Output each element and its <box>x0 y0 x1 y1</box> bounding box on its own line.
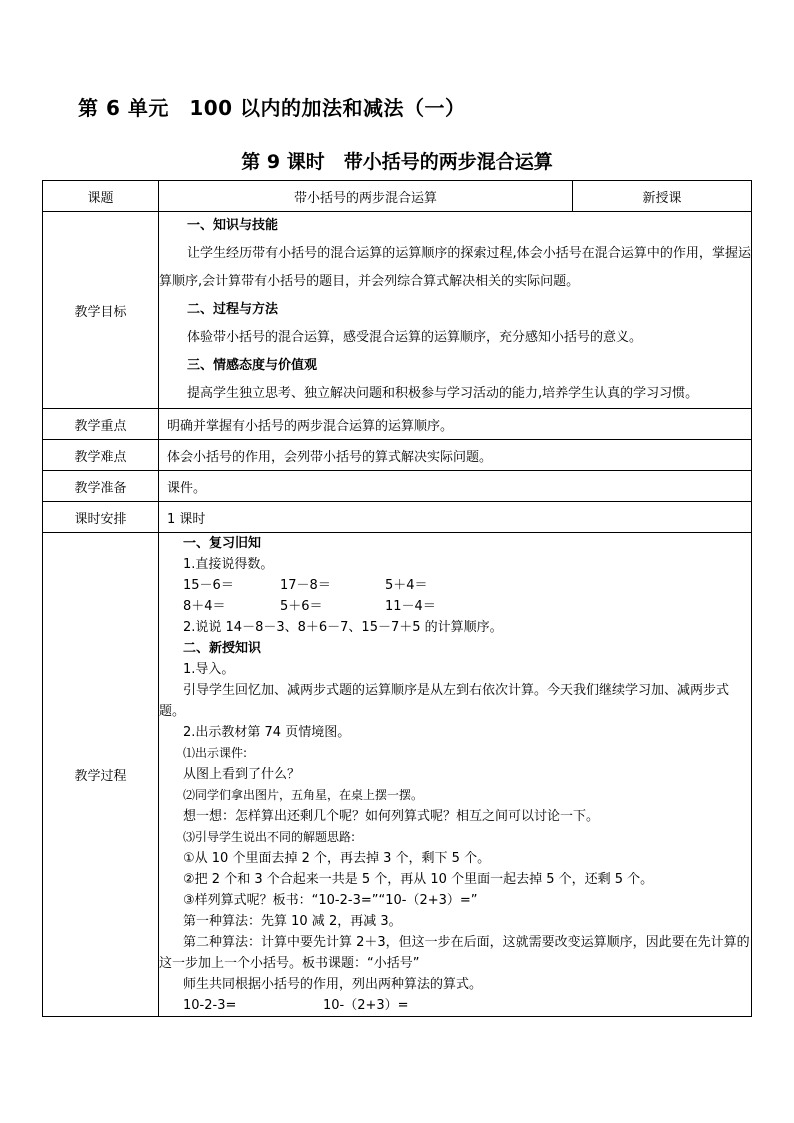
process-line: 师生共同根据小括号的作用，列出两种算法的算式。 <box>183 977 483 992</box>
process-paragraph: 引导学生回忆加、减两步式题的运算顺序是从左到右依次计算。今天我们继续学习加、减两步式题。 <box>159 683 730 719</box>
difficulty-row <box>43 440 752 471</box>
process-heading: 二、新授知识 <box>183 641 262 656</box>
topic-type: 新授课 <box>573 181 752 212</box>
exercise-item: 11－4＝ <box>385 599 436 614</box>
topic-name: 带小括号的两步混合运算 <box>159 181 573 212</box>
process-label: 教学过程 <box>43 533 159 1017</box>
goal-heading: 三、情感态度与价值观 <box>187 358 318 373</box>
unit-title: 第 6 单元 100 以内的加法和减法（一） <box>78 96 466 120</box>
key-row <box>43 409 752 440</box>
difficulty-label: 教学难点 <box>43 440 159 471</box>
process-content <box>159 533 752 1017</box>
exercise-item: 17－8＝ <box>280 578 331 593</box>
process-line: ⑴出示课件: <box>183 746 248 760</box>
prep-row <box>43 471 752 502</box>
goal-text: 体验带小括号的混合运算，感受混合运算的运算顺序，充分感知小括号的意义。 <box>187 330 643 345</box>
schedule-row <box>43 502 752 533</box>
process-line: ⑵同学们拿出图片，五角星，在桌上摆一摆。 <box>183 788 424 802</box>
goals-content <box>159 212 752 409</box>
goal-heading: 二、过程与方法 <box>187 302 279 317</box>
final-expressions <box>159 995 751 1016</box>
process-line: ①从 10 个里面去掉 2 个，再去掉 3 个，剩下 5 个。 <box>183 851 491 866</box>
difficulty-text: 体会小括号的作用，会列带小括号的算式解决实际问题。 <box>159 440 752 471</box>
key-text: 明确并掌握有小括号的两步混合运算的运算顺序。 <box>159 409 752 440</box>
exercise-row <box>159 575 751 596</box>
process-line: 想一想：怎样算出还剩几个呢？如何列算式呢？相互之间可以讨论一下。 <box>183 809 600 824</box>
exercise-item: 8＋4＝ <box>183 599 226 614</box>
key-label: 教学重点 <box>43 409 159 440</box>
schedule-label: 课时安排 <box>43 502 159 533</box>
prep-label: 教学准备 <box>43 471 159 502</box>
topic-row <box>43 181 752 212</box>
process-line: 第一种算法：先算 10 减 2，再减 3。 <box>183 914 402 929</box>
goal-text: 提高学生独立思考、独立解决问题和积极参与学习活动的能力,培养学生认真的学习习惯。 <box>187 386 699 401</box>
schedule-text: 1 课时 <box>159 502 752 533</box>
lesson-title: 第 9 课时 带小括号的两步混合运算 <box>241 151 553 173</box>
process-row <box>43 533 752 1017</box>
exercise-item: 15－6＝ <box>183 578 234 593</box>
process-line: ②把 2 个和 3 个合起来一共是 5 个，再从 10 个里面一起去掉 5 个，还剩 5 个。 <box>183 872 654 887</box>
goals-row <box>43 212 752 409</box>
expression-item: 10-（2+3）= <box>323 998 409 1013</box>
process-line: 从图上看到了什么？ <box>183 767 301 782</box>
exercise-item: 5＋4＝ <box>385 578 428 593</box>
process-heading: 一、复习旧知 <box>183 536 262 551</box>
exercise-row <box>159 596 751 617</box>
expression-item: 10-2-3= <box>183 998 237 1013</box>
process-line: 1.直接说得数。 <box>183 557 274 572</box>
process-line: 1.导入。 <box>183 662 235 677</box>
process-line: ⑶引导学生说出不同的解题思路: <box>183 830 356 844</box>
topic-label: 课题 <box>43 181 159 212</box>
goal-heading: 一、知识与技能 <box>187 218 279 233</box>
lesson-plan-table <box>42 180 752 1017</box>
process-paragraph: 第二种算法：计算中要先计算 2＋3，但这一步在后面，这就需要改变运算顺序，因此要在先计算的这一步加上一个小括号。板书课题：“小括号” <box>159 935 750 971</box>
exercise-item: 5＋6＝ <box>280 599 323 614</box>
process-line: ③样列算式呢？板书：“10-2-3=”“10-（2+3）=” <box>183 893 478 908</box>
goal-text: 让学生经历带有小括号的混合运算的运算顺序的探索过程,体会小括号在混合运算中的作用，掌握运算顺序,会计算带有小括号的题目，并会列综合算式解决相关的实际问题。 <box>159 246 751 289</box>
prep-text: 课件。 <box>159 471 752 502</box>
process-line: 2.出示教材第 74 页情境图。 <box>183 725 351 740</box>
goals-label: 教学目标 <box>43 212 159 409</box>
process-line: 2.说说 14－8－3、8＋6－7、15－7＋5 的计算顺序。 <box>183 620 503 635</box>
